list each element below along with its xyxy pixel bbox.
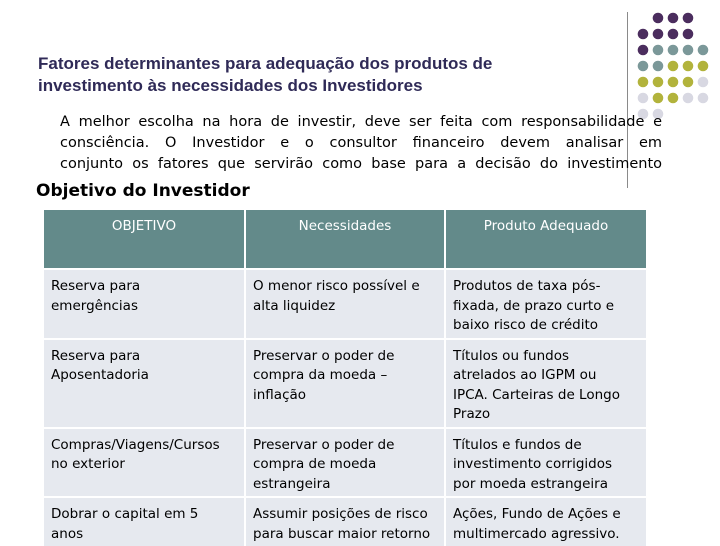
cell-line: Ações, Fundo de Ações e <box>453 506 621 522</box>
table-row <box>44 269 646 339</box>
decorative-dot <box>698 61 709 72</box>
decorative-dot <box>683 13 694 24</box>
cell-line: Reserva para <box>51 278 141 294</box>
cell-line: Títulos e fundos de <box>453 436 582 453</box>
objetivo-cell <box>44 269 245 339</box>
cell-line: compra de moeda <box>253 456 377 472</box>
header-produto: Produto Adequado <box>445 210 646 269</box>
title-line: Fatores determinantes para adequação dos produtos de <box>38 54 493 73</box>
decorative-dot <box>653 77 664 88</box>
section-title: Objetivo do Investidor <box>36 181 250 201</box>
produto-cell <box>445 269 646 339</box>
decorative-dot <box>638 93 649 104</box>
cell-line: por moeda estrangeira <box>453 475 608 492</box>
cell-line: no exterior <box>51 456 125 472</box>
intro-line: consciência. O Investidor e o consultor financeiro devem analisar em <box>60 135 662 151</box>
intro-line: A melhor escolha na hora de investir, deve ser feita com responsabilidade e <box>60 114 662 130</box>
title-line: investimento às necessidades dos Investidores <box>38 76 423 95</box>
decorative-dot <box>653 45 664 56</box>
slide-title <box>38 53 608 97</box>
table-row <box>44 497 646 546</box>
decorative-dot <box>653 61 664 72</box>
cell-line: Produtos de taxa pós- <box>453 278 601 294</box>
decorative-dot <box>668 77 679 88</box>
cell-line: atrelados ao IGPM ou <box>453 367 597 383</box>
cell-line: Preservar o poder de <box>253 436 395 453</box>
cell-line: Dobrar o capital em 5 <box>51 506 199 522</box>
decorative-dot <box>698 93 709 104</box>
cell-line: Assumir posições de risco <box>253 506 428 522</box>
table-header-row <box>44 210 646 269</box>
decorative-dot <box>668 45 679 56</box>
decorative-dot <box>683 29 694 40</box>
cell-line: para buscar maior retorno <box>253 525 431 542</box>
decorative-dot <box>698 45 709 56</box>
cell-line: emergências <box>51 297 138 314</box>
decorative-dot <box>683 77 694 88</box>
cell-line: Preservar o poder de <box>253 347 395 364</box>
objetivo-cell <box>44 497 245 546</box>
cell-line: Aposentadoria <box>51 367 149 383</box>
cell-line: multimercado agressivo. <box>453 525 620 542</box>
decorative-dot <box>668 29 679 40</box>
decorative-dot <box>683 61 694 72</box>
cell-line: Reserva para <box>51 347 141 364</box>
cell-line: O menor risco possível e <box>253 278 420 294</box>
objetivo-cell <box>44 428 245 498</box>
cell-line: Prazo <box>453 406 491 422</box>
decorative-dot <box>653 93 664 104</box>
cell-line: Compras/Viagens/Cursos <box>51 436 220 453</box>
produto-cell <box>445 497 646 546</box>
decorative-dot <box>638 77 649 88</box>
decorative-dot <box>668 93 679 104</box>
decorative-dot <box>653 13 664 24</box>
decorative-dot <box>653 29 664 40</box>
decorative-dot <box>668 13 679 24</box>
cell-line: IPCA. Carteiras de Longo <box>453 386 620 403</box>
cell-line: anos <box>51 525 84 542</box>
decorative-dot <box>698 77 709 88</box>
necessidades-cell <box>245 497 445 546</box>
cell-line: alta liquidez <box>253 297 336 314</box>
decorative-dot <box>638 29 649 40</box>
table-row <box>44 339 646 428</box>
necessidades-cell <box>245 339 445 428</box>
decorative-dot <box>638 61 649 72</box>
cell-line: estrangeira <box>253 475 331 492</box>
cell-line: compra da moeda – <box>253 367 388 383</box>
table-row <box>44 428 646 498</box>
header-objetivo: OBJETIVO <box>44 210 245 269</box>
cell-line: fixada, de prazo curto e <box>453 297 615 314</box>
objectives-table <box>44 210 646 546</box>
cell-line: investimento corrigidos <box>453 456 613 472</box>
cell-line: baixo risco de crédito <box>453 317 599 333</box>
necessidades-cell <box>245 269 445 339</box>
objetivo-cell <box>44 339 245 428</box>
cell-line: inflação <box>253 386 307 403</box>
header-necessidades: Necessidades <box>245 210 445 269</box>
produto-cell <box>445 428 646 498</box>
cell-line: Títulos ou fundos <box>453 347 570 364</box>
intro-paragraph <box>60 112 662 175</box>
decorative-dot <box>683 45 694 56</box>
intro-line: conjunto os fatores que servirão como base para a decisão do investimento <box>60 156 662 172</box>
necessidades-cell <box>245 428 445 498</box>
decorative-dot <box>638 45 649 56</box>
decorative-dot <box>668 61 679 72</box>
produto-cell <box>445 339 646 428</box>
decorative-dot <box>683 93 694 104</box>
